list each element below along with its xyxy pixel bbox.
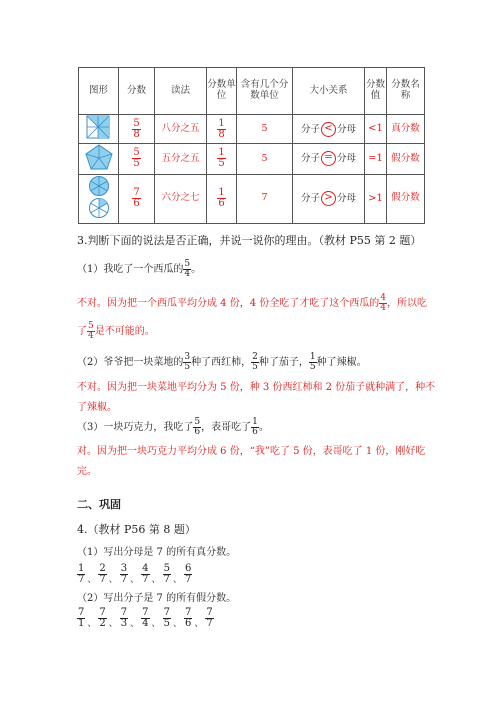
question-3-title: 3.判断下面的说法是否正确，并说一说你的理由。（教材 P55 第 2 题）: [77, 234, 422, 247]
header-count: 含有几个分数单位: [237, 68, 293, 115]
fraction-name: 假分数: [387, 144, 425, 175]
separator: 、: [108, 575, 118, 585]
fraction: 1 7: [78, 563, 85, 585]
fraction-unit: $\frac{1}{6}$: [218, 187, 225, 210]
size-relation: 分子 = 分母: [300, 152, 357, 165]
fraction: $\frac{5}{4}$: [184, 259, 191, 279]
question-4-part-1: （1）写出分母是 7 的所有真分数。: [77, 547, 237, 558]
pentagon-icon: [84, 144, 114, 170]
fraction: $\frac{5}{4}$: [88, 321, 94, 341]
unit-count: 5: [237, 144, 293, 175]
fraction: 7 3: [120, 607, 128, 629]
fraction: $\frac{3}{5}$: [184, 352, 191, 372]
separator: 、: [172, 619, 182, 629]
fraction: $\frac{5}{6}$: [194, 417, 201, 437]
relation-symbol: <: [321, 122, 336, 137]
fraction-name: 真分数: [387, 115, 425, 144]
header-relation: 大小关系: [293, 68, 365, 115]
header-reading: 读法: [155, 68, 207, 115]
fraction: $\frac{2}{5}$: [252, 352, 258, 372]
header-value: 分数值: [365, 68, 387, 115]
answer-3-1-line-2: 了 $\frac{5}{4}$ 是不可能的。: [77, 321, 155, 341]
table-header-row: [79, 68, 425, 115]
fraction-reading: 五分之五: [155, 144, 207, 175]
question-4-title: 4.（教材 P56 第 8 题）: [77, 523, 196, 536]
answer-3-2-line-2: 了辣椒。: [77, 402, 117, 413]
header-unit: 分数单位: [207, 68, 237, 115]
fraction-reading: 八分之五: [155, 115, 207, 144]
square-icon: [84, 115, 114, 139]
separator: 、: [151, 575, 161, 585]
answer-3-1-line-1: 不对。因为把一个西瓜平均分成 4 份，4 份全吃了才吃了这个西瓜的 $\frac{4}{4}$ ，所以吃: [77, 293, 427, 313]
question-3-statement-3: （3）一块巧克力，我吃了 $\frac{5}{6}$ ，表哥吃了 $\frac{1}{6}$ 。: [77, 417, 269, 437]
improper-fraction-list: [77, 608, 214, 629]
table-row: [79, 174, 425, 223]
fraction: 5 7: [163, 563, 170, 585]
unit-count: 5: [237, 115, 293, 144]
separator: 、: [151, 619, 161, 629]
header-name: 分数名称: [387, 68, 425, 115]
fraction: 7 1: [78, 607, 85, 629]
separator: 、: [87, 619, 97, 629]
size-relation: 分子 < 分母: [300, 122, 357, 135]
section-heading: 二、巩固: [77, 498, 121, 511]
table-row: [79, 144, 425, 175]
fraction-value: $\frac{5}{8}$: [133, 117, 140, 140]
fraction-table: [78, 67, 425, 224]
fraction-value: $\frac{7}{6}$: [133, 187, 140, 210]
fraction: 3 7: [120, 563, 128, 585]
fraction: 4 7: [142, 563, 149, 585]
answer-3-2-line-1: 不对。因为把一块菜地平均分为 5 份，种 3 份西红柿和 2 份茄子就种满了，种不: [77, 382, 436, 393]
fraction-reading: 六分之七: [155, 174, 207, 223]
fraction-value-range: =1: [365, 144, 387, 175]
separator: 、: [130, 619, 140, 629]
separator: 、: [108, 619, 118, 629]
unit-count: 7: [237, 174, 293, 223]
fraction: 7 7: [206, 607, 213, 629]
fraction: 7 4: [142, 607, 149, 629]
relation-symbol: =: [321, 151, 336, 166]
question-3-statement-2: （2）爷爷把一块菜地的 $\frac{3}{5}$ 种了西红柿， $\frac{2}{5}$ 种了茄子， $\frac{1}{5}$ 种了辣椒。: [77, 352, 367, 372]
fraction-value: $\frac{5}{5}$: [133, 147, 140, 170]
table-row: [79, 115, 425, 144]
proper-fraction-list: [77, 564, 192, 585]
header-shape: 图形: [79, 68, 119, 115]
fraction: 7 5: [163, 607, 170, 629]
fraction-unit: $\frac{1}{5}$: [218, 147, 225, 170]
fraction: 7 6: [184, 607, 192, 629]
answer-3-3-line-2: 完。: [77, 466, 97, 477]
header-fraction: 分数: [119, 68, 155, 115]
answer-3-3-line-1: 对。因为把一块巧克力平均分成 6 份，“我”吃了 5 份，表哥吃了 1 份，刚好吃: [77, 446, 426, 457]
fraction: $\frac{1}{6}$: [252, 417, 258, 437]
fraction-value-range: <1: [365, 115, 387, 144]
separator: 、: [87, 575, 97, 585]
fraction: $\frac{4}{4}$: [380, 293, 386, 313]
fraction: $\frac{1}{5}$: [309, 352, 316, 372]
separator: 、: [172, 575, 182, 585]
question-3-statement-1: （1）我吃了一个西瓜的 $\frac{5}{4}$ 。: [77, 259, 202, 279]
fraction: 2 7: [99, 563, 106, 585]
separator: 、: [194, 619, 204, 629]
relation-symbol: >: [321, 191, 336, 206]
separator: 、: [130, 575, 140, 585]
two-circles-icon: [87, 175, 111, 219]
fraction-unit: $\frac{1}{8}$: [218, 117, 225, 140]
question-4-part-2: （2）写出分子是 7 的所有假分数。: [77, 593, 237, 604]
size-relation: 分子 > 分母: [300, 192, 357, 205]
fraction-name: 假分数: [387, 174, 425, 223]
fraction: 6 7: [184, 563, 192, 585]
fraction-value-range: >1: [365, 174, 387, 223]
fraction: 7 2: [99, 607, 106, 629]
